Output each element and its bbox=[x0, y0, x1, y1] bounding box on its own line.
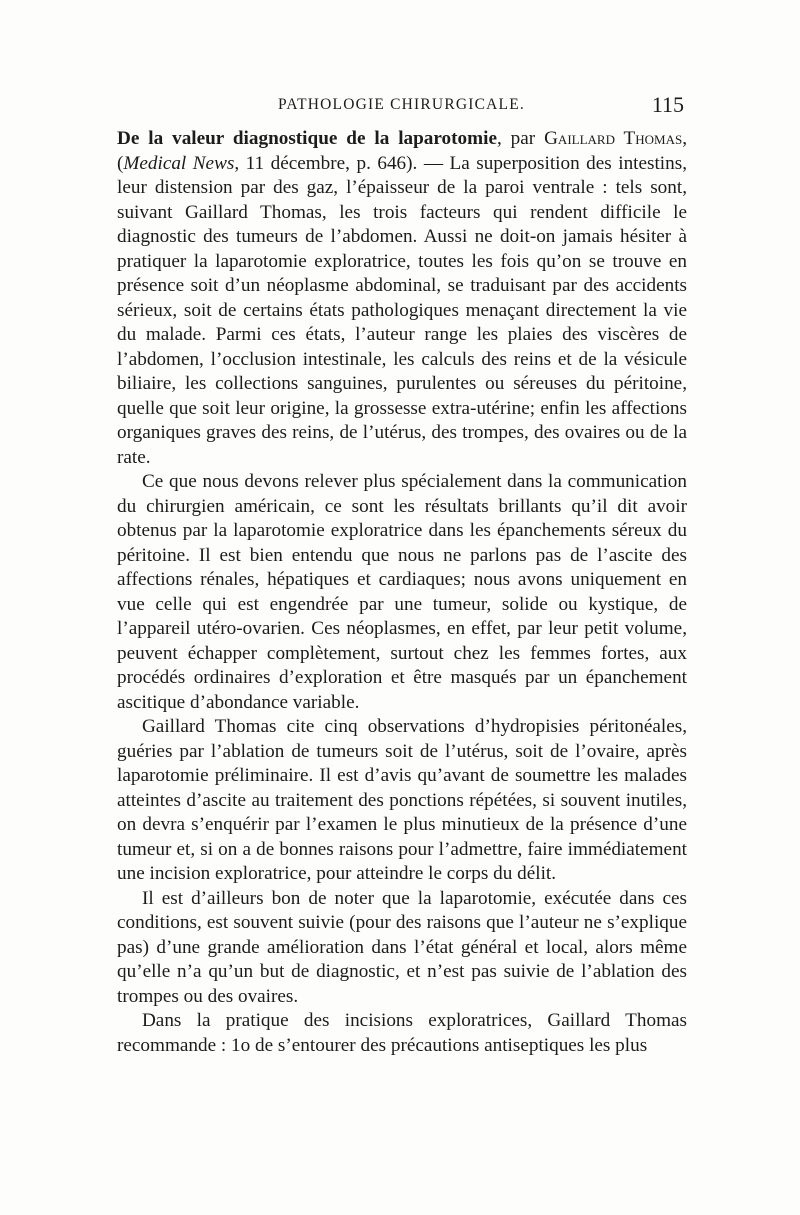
byline-prefix: , par bbox=[496, 128, 545, 149]
citation-open: , ( bbox=[117, 128, 688, 174]
running-title: PATHOLOGIE CHIRURGICALE. bbox=[278, 96, 525, 113]
paragraph-5: Dans la pratique des incisions exploratrices, Gaillard Thomas recommande : 1o de s’entourer des précautions antiseptiques les plus bbox=[117, 1010, 687, 1056]
paragraph-4: Il est d’ailleurs bon de noter que la laparotomie, exécutée dans ces conditions, est souvent suivie (pour des raisons que l’auteur ne s’explique pas) d’une grande amélioration dans l’état général et local, alors même qu’elle n’a qu’un but de diagnostic, et n’est pas suivie de l’ablation des trompes ou des ovaires. bbox=[117, 887, 687, 1007]
paragraph-2: Ce que nous devons relever plus spécialement dans la communication du chirurgien américain, ce sont les résultats brillants qu’il dit avoir obtenus par la laparotomie exploratrice dans les épanchements séreux du péritoine. Il est bien entendu que nous ne parlons pas de l’ascite des affections rénales, hépatiques et cardiaques; nous avons uniquement en vue celle qui est engendrée par une tumeur, solide ou kystique, de l’appareil utéro-ovarien. Ces néoplasmes, en effet, par leur petit volume, peuvent échapper complètement, surtout chez les femmes fortes, aux procédés ordinaires d’exploration et être masqués par un épanchement ascitique d’abondance variable. bbox=[117, 471, 687, 713]
article-title: De la valeur diagnostique de la laparotomie bbox=[117, 128, 497, 149]
paragraph-3: Gaillard Thomas cite cinq observations d’hydropisies péritonéales, guéries par l’ablation de tumeurs soit de l’utérus, soit de l’ovaire, après laparotomie préliminaire. Il est d’avis qu’avant de soumettre les malades atteintes d’ascite au traitement des ponctions répétées, si souvent inutiles, on devra s’enquérir par l’examen le plus minutieux de la présence d’une tumeur et, si on a de bonnes raisons pour l’admettre, faire immédiatement une incision exploratrice, pour atteindre le corps du délit. bbox=[117, 716, 687, 884]
author-name: Gaillard Thomas bbox=[544, 128, 683, 149]
paragraph-1-text: La superposition des intestins, leur distension par des gaz, l’épaisseur de la paroi ventrale : tels sont, suivant Gaillard Thomas, les trois facteurs qui rendent difficile le diagnostic des tumeurs de l’abdomen. Aussi ne doit-on jamais hésiter à pratiquer la laparotomie exploratrice, toutes les fois qu’on se trouve en présence soit d’un néoplasme abdominal, se traduisant par des accidents sérieux, soit de certains états pathologiques menaçant directement la vie du malade. Parmi ces états, l’auteur range les plaies des viscères de l’abdomen, l’occlusion intestinale, les calculs des reins et de la vésicule biliaire, les collections sanguines, purulentes ou séreuses du péritoine, quelle que soit leur origine, la grossesse extra-utérine; enfin les affections organiques graves des reins, de l’utérus, des trompes, des ovaires ou de la rate. bbox=[117, 152, 687, 468]
journal-name: Medical News bbox=[123, 152, 235, 174]
running-head bbox=[118, 92, 684, 122]
citation-details: , 11 décembre, p. 646). bbox=[234, 152, 418, 174]
paragraph-1 bbox=[117, 127, 687, 470]
em-dash: — bbox=[417, 152, 450, 174]
article-body bbox=[117, 127, 687, 1058]
page-number: 115 bbox=[651, 92, 684, 117]
